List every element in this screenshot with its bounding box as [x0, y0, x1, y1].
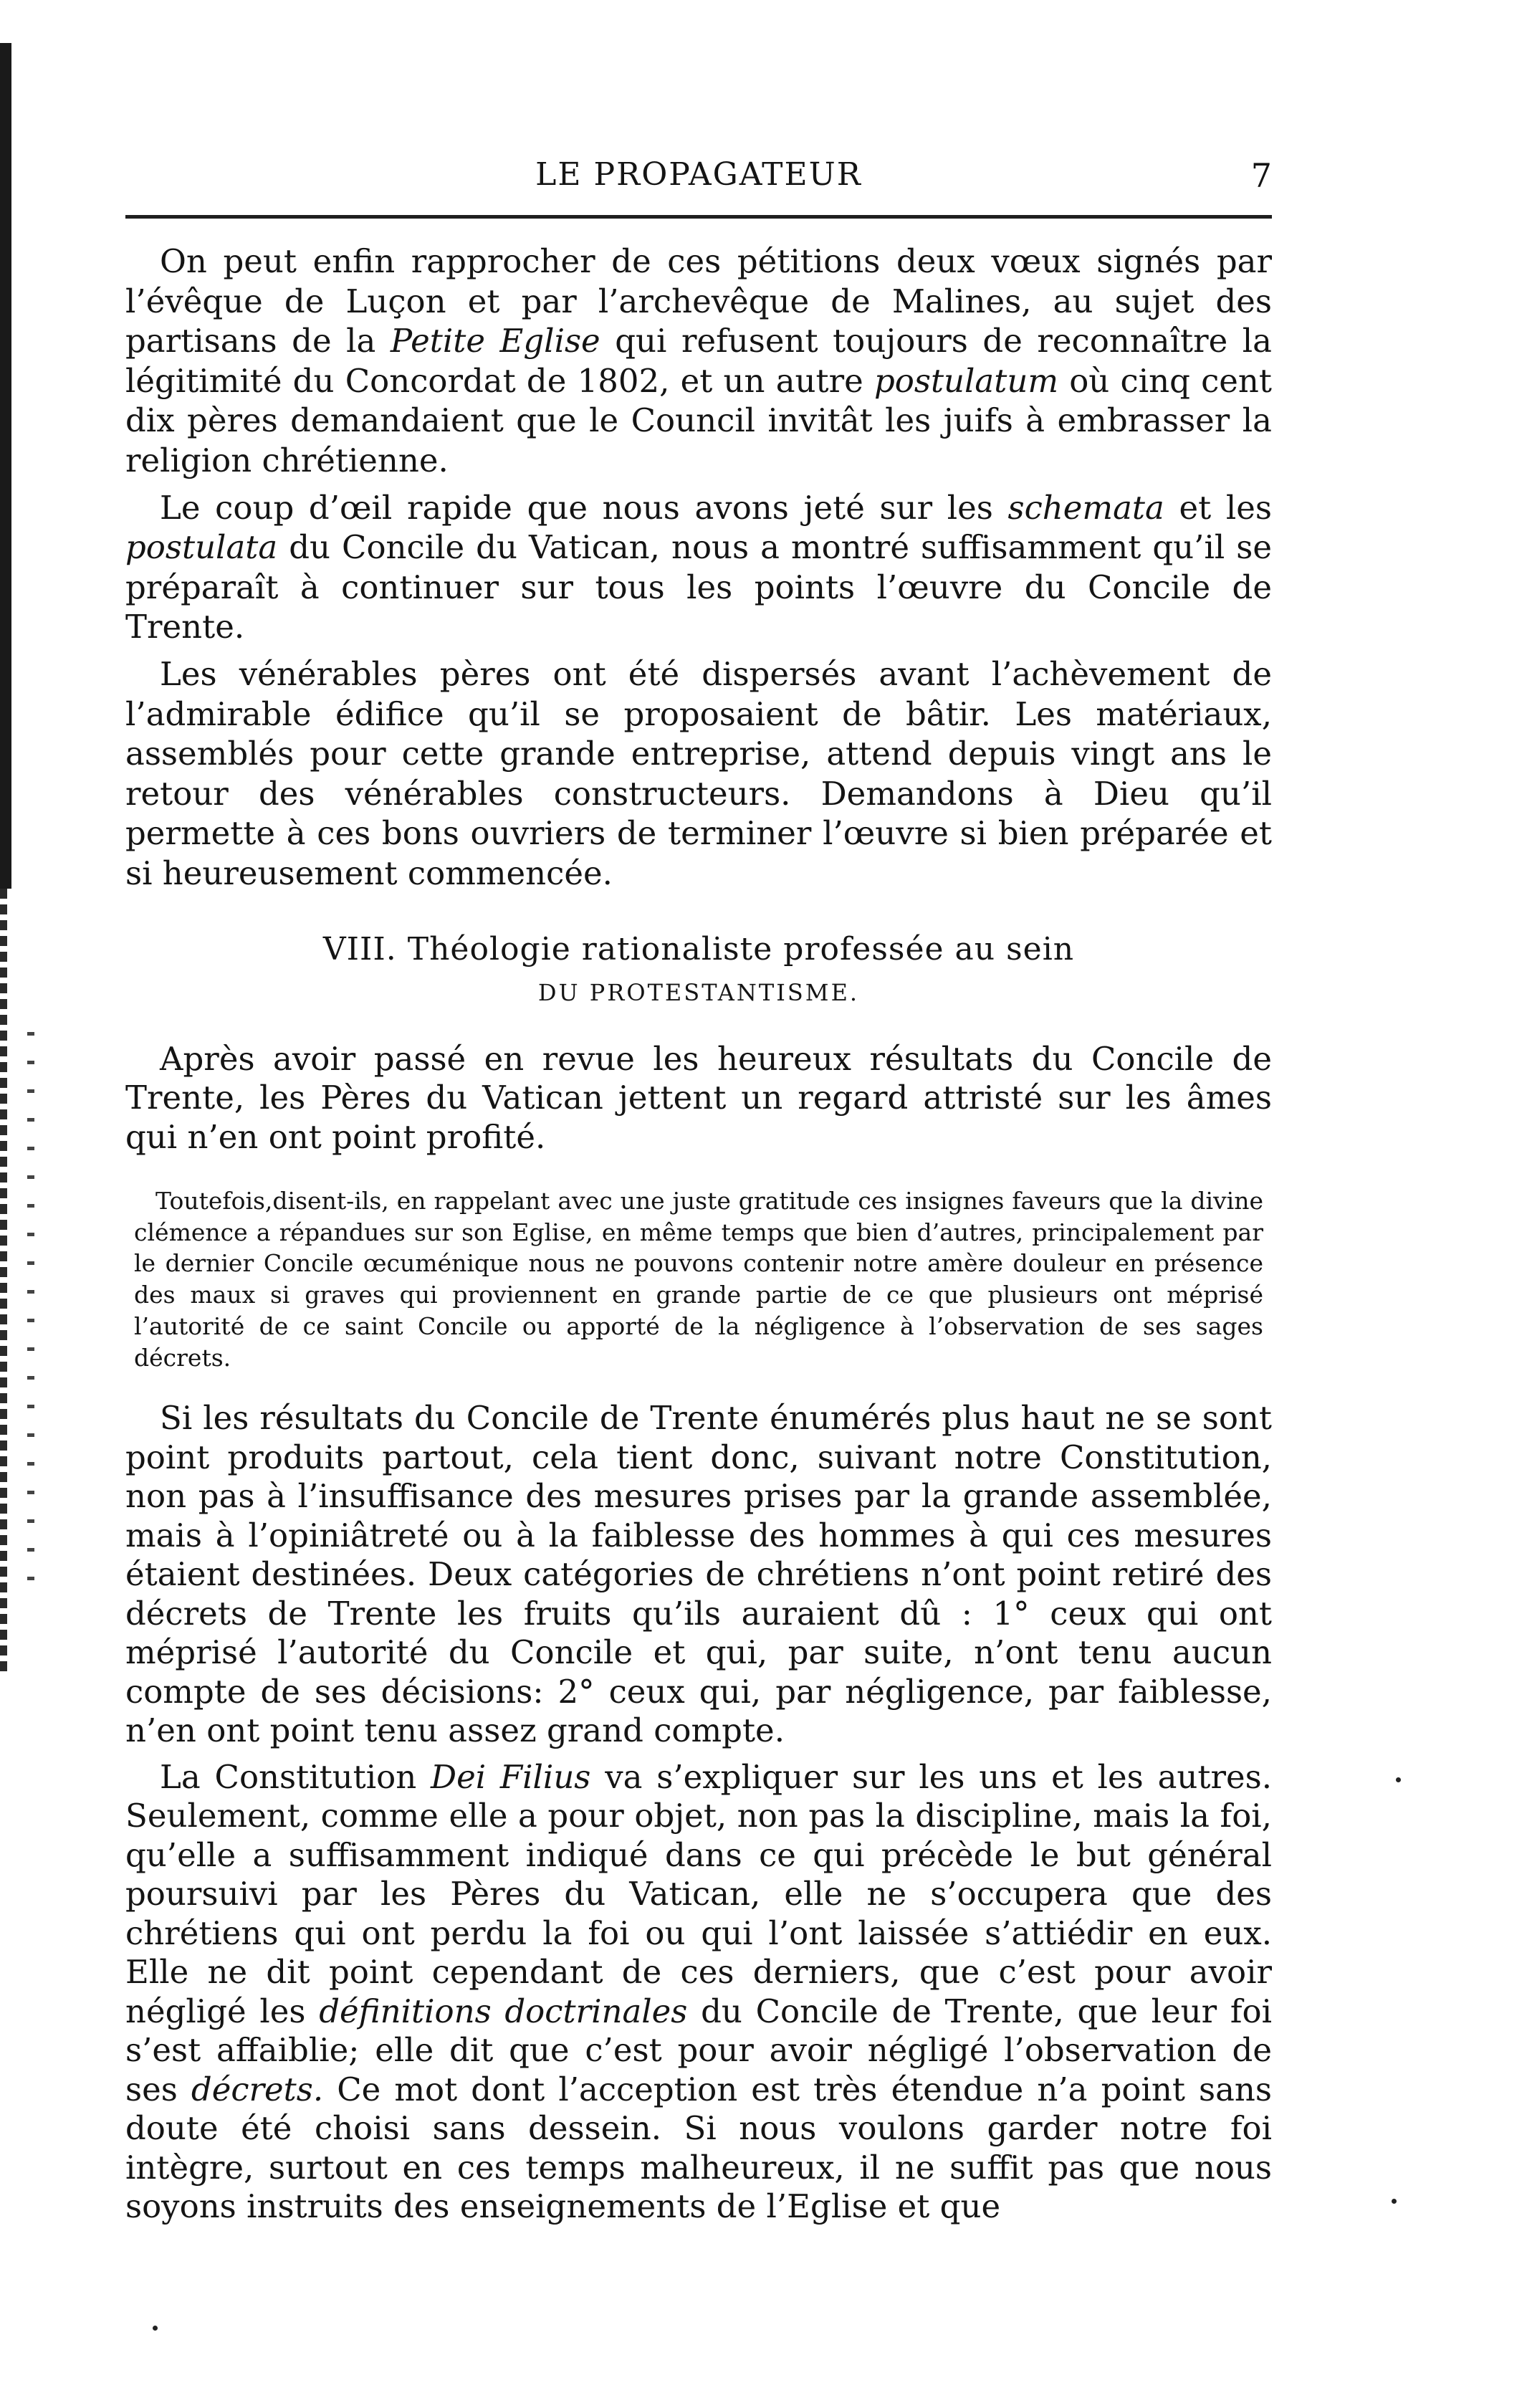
paragraph-6: La Constitution Dei Filius va s’expliquer sur les uns et les autres. Seulement, comme elle a pour objet, non pas la discipline, mais la foi, qu’elle a suffisamment indiqué dans ce qui précède le but général poursuivi par les Pères du Vatican, elle ne s’occupera que des chrétiens qui ont perdu la foi ou qui l’ont laissée s’attiédir en eux. Elle ne dit point cependant de ces derniers, que c’est pour avoir négligé les définitions doctrinales du Concile de Trente, que leur foi s’est affaiblie; elle dit que c’est pour avoir négligé l’observation de ses décrets. Ce mot dont l’acception est très étendue n’a point sans doute été choisi sans dessein. Si nous voulons garder notre foi intègre, surtout en ces temps malheureux, il ne suffit pas que nous soyons instruits des enseignements de l’Eglise et que — [125, 1757, 1273, 2226]
block-quote — [134, 1185, 1263, 1373]
header-rule — [125, 215, 1272, 219]
section-heading-line-2: DU PROTESTANTISME. — [537, 978, 860, 1006]
binding-shadow-lower — [0, 889, 7, 1677]
speck — [1392, 2199, 1397, 2204]
paragraph-2: Le coup d’œil rapide que nous avons jeté sur les schemata et les postulata du Concile du Vatican, nous a montré suffisamment qu’il se préparaît à continuer sur tous les points l’œuvre du Concile de Trente. — [125, 488, 1272, 646]
paragraph-3: Les vénérables pères ont été dispersés avant l’achèvement de l’admirable édifice qu’il se proposaient de bâtir. Les matériaux, assemblés pour cette grande entreprise, attend depuis vingt ans le retour des vénérables constructeurs. Demandons à Dieu qu’il permette à ces bons ouvriers de terminer l’œuvre si bien préparée et si heureusement commencée. — [125, 654, 1272, 892]
paragraph-1: On peut enfin rapprocher de ces pétitions deux vœux signés par l’évêque de Luçon et par l’archevêque de Malines, au sujet des partisans de la Petite Eglise qui refusent toujours de reconnaître la légitimité du Concordat de 1802, et un autre postulatum où cinq cent dix pères demandaient que le Council invitât les juifs à embrasser la religion chrétienne. — [125, 242, 1272, 479]
page — [125, 150, 1272, 2234]
speck — [153, 2326, 158, 2331]
section-heading-line-1: VIII. Théologie rationaliste professée au sein — [322, 930, 1075, 968]
binding-shadow — [0, 43, 11, 889]
quote-text: Toutefois,disent-ils, en rappelant avec une juste gratitude ces insignes faveurs que la divine clémence a répandues sur son Eglise, en même temps que bien d’autres, principalement par le dernier Concile œcuménique nous ne pouvons contenir notre amère douleur en présence des maux si graves qui proviennent en grande partie de ce que plusieurs ont méprisé l’autorité de ce saint Concile ou apporté de la négligence à l’observation de ses sages décrets. — [134, 1187, 1263, 1372]
running-title: LE PROPAGATEUR — [535, 156, 862, 193]
paragraph-4: Après avoir passé en revue les heureux résultats du Concile de Trente, les Pères du Vatican jettent un regard attristé sur les âmes qui n’en ont point profité. — [125, 1039, 1272, 1156]
paragraph-5: Si les résultats du Concile de Trente énumérés plus haut ne se sont point produits partout, cela tient donc, suivant notre Constitution, non pas à l’insuffisance des mesures prises par la grande assemblée, mais à l’opiniâtreté ou à la faiblesse des hommes à qui ces mesures étaient destinées. Deux catégories de chrétiens n’ont point retiré des décrets de Trente les fruits qu’ils auraient dû : 1° ceux qui ont méprisé l’autorité du Concile et qui, par suite, n’ont tenu aucun compte de ses décisions: 2° ceux qui, par négligence, par faiblesse, n’en ont point tenu assez grand compte. — [125, 1399, 1272, 1750]
margin-specks — [27, 1032, 34, 1591]
section-heading — [125, 928, 1272, 1014]
page-number: 7 — [1250, 156, 1272, 195]
page-header — [125, 150, 1272, 215]
speck — [1396, 1777, 1401, 1782]
body-text — [125, 242, 1272, 2227]
